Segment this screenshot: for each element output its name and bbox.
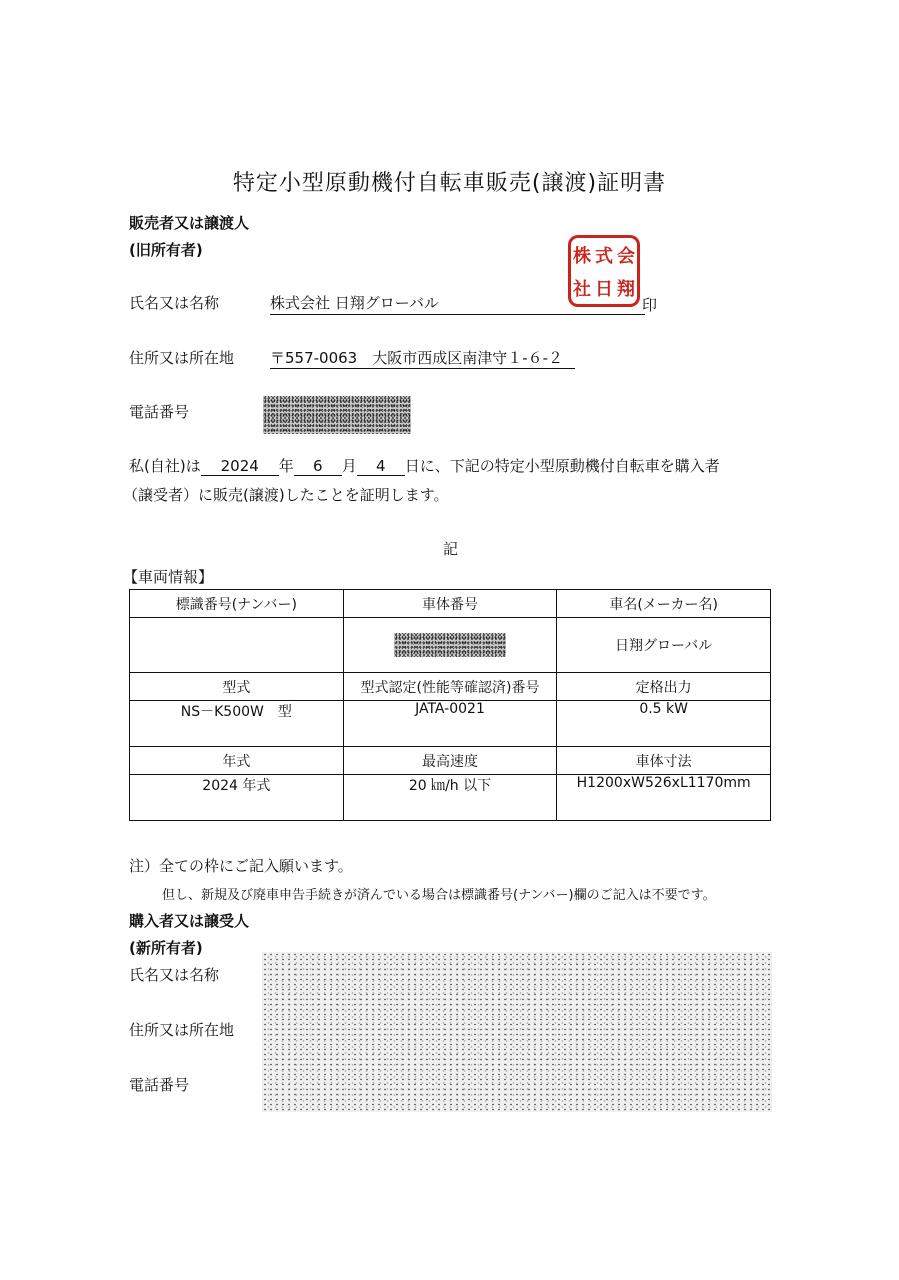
seal-mark: 印 [642,296,658,314]
buyer-heading: 購入者又は譲受人 [129,912,250,930]
seller-subheading: (旧所有者) [129,241,203,259]
buyer-name-label: 氏名又は名称 [129,966,220,984]
table-header-row [130,673,771,701]
seller-name-field [270,292,645,315]
statement-month-unit: 月 [341,457,357,475]
cell-certification: JATA-0021 [343,701,557,747]
header-model-year: 年式 [130,747,344,775]
vehicle-heading: 【車両情報】 [123,568,214,586]
cell-vehicle-name: 日翔グローバル [557,618,771,673]
header-certification: 型式認定(性能等確認済)番号 [343,673,557,701]
seller-name-value: 株式会社 日翔グローバル [270,294,440,312]
redacted-buyer-info [262,952,772,1112]
statement-month: 6 [294,457,342,476]
table-row [130,775,771,821]
seller-address-value: 〒557-0063 大阪市西成区南津守１-６-２ [270,349,564,367]
cell-rated-output: 0.5 kW [557,701,771,747]
header-max-speed: 最高速度 [343,747,557,775]
statement-year: 2024 [201,457,279,476]
header-body-number: 車体番号 [343,590,557,618]
header-rated-output: 定格出力 [557,673,771,701]
cell-dimensions: H1200xW526xL1170mm [557,775,771,821]
seller-heading: 販売者又は譲渡人 [129,214,250,232]
statement-day-suffix: 日に、下記の特定小型原動機付自転車を購入者 [404,457,720,475]
table-row [130,618,771,673]
company-seal: 株 式 会 社 日 翔 [568,235,640,307]
header-dimensions: 車体寸法 [557,747,771,775]
document-title: 特定小型原動機付自転車販売(譲渡)証明書 [232,171,667,196]
table-header-row [130,747,771,775]
vehicle-table [129,589,771,821]
cell-body-number [343,618,557,673]
header-vehicle-name: 車名(メーカー名) [557,590,771,618]
buyer-address-label: 住所又は所在地 [129,1021,235,1039]
statement-day: 4 [357,457,405,476]
seller-address-label: 住所又は所在地 [129,349,235,367]
seller-address-field [270,347,575,369]
statement-year-unit: 年 [278,457,294,475]
header-plate-number: 標識番号(ナンバー) [130,590,344,618]
note-2: 但し、新規及び廃車申告手続きが済んでいる場合は標識番号(ナンバー)欄のご記入は不要です。 [162,888,716,903]
redacted-body-number [394,633,506,657]
cell-model: NS－K500W 型 [130,701,344,747]
cell-max-speed: 20 ㎞/h 以下 [343,775,557,821]
statement-line2: （譲受者）に販売(譲渡)したことを証明します。 [123,486,449,504]
cell-plate-number [130,618,344,673]
header-model: 型式 [130,673,344,701]
statement-prefix: 私(自社)は [129,457,201,475]
ki-mark: 記 [443,540,459,558]
note-1: 注）全ての枠にご記入願います。 [129,857,353,875]
seller-name-label: 氏名又は名称 [129,294,220,312]
buyer-phone-label: 電話番号 [129,1076,190,1094]
buyer-subheading: (新所有者) [129,939,203,957]
statement-line1 [129,455,720,476]
cell-model-year: 2024 年式 [130,775,344,821]
table-header-row [130,590,771,618]
redacted-phone [263,396,411,434]
table-row [130,701,771,747]
seller-phone-label: 電話番号 [129,403,190,421]
